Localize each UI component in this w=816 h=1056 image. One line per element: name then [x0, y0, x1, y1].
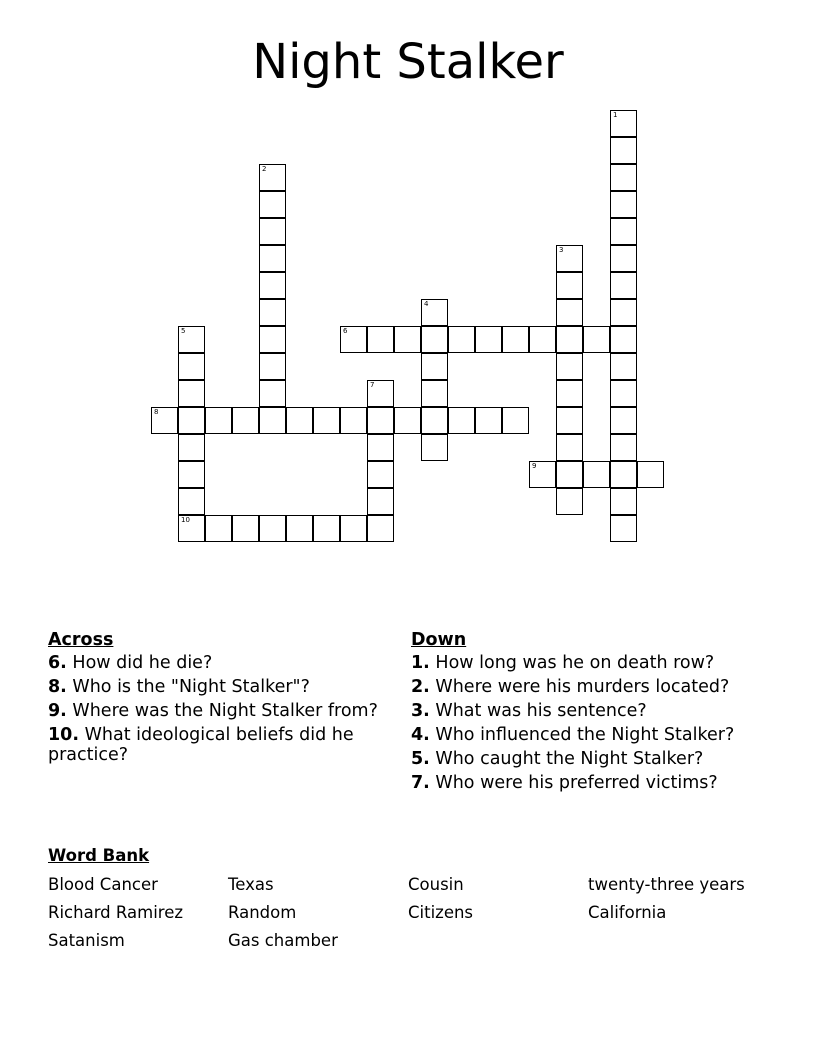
grid-cell[interactable] [529, 461, 556, 488]
grid-cell[interactable] [583, 461, 610, 488]
grid-cell[interactable] [556, 299, 583, 326]
word-bank-item: Gas chamber [228, 931, 338, 950]
clue-across-8 [48, 677, 388, 697]
cell-number: 9 [532, 462, 537, 470]
grid-cell[interactable] [610, 434, 637, 461]
clue-text: What was his sentence? [435, 701, 647, 721]
grid-cell[interactable] [313, 515, 340, 542]
grid-cell[interactable] [610, 488, 637, 515]
cell-number: 8 [154, 408, 159, 416]
grid-cell[interactable] [178, 326, 205, 353]
grid-cell[interactable] [259, 407, 286, 434]
word-bank-item: Cousin [408, 875, 464, 894]
grid-cell[interactable] [529, 326, 556, 353]
grid-cell[interactable] [259, 353, 286, 380]
clue-number: 5. [411, 749, 430, 769]
grid-cell[interactable] [448, 326, 475, 353]
grid-cell[interactable] [610, 137, 637, 164]
grid-cell[interactable] [421, 380, 448, 407]
clue-number: 9. [48, 701, 67, 721]
grid-cell[interactable] [637, 461, 664, 488]
clue-number: 10. [48, 725, 80, 745]
grid-cell[interactable] [286, 407, 313, 434]
grid-cell[interactable] [610, 461, 637, 488]
grid-cell[interactable] [259, 164, 286, 191]
grid-cell[interactable] [259, 515, 286, 542]
grid-cell[interactable] [421, 434, 448, 461]
clue-number: 6. [48, 653, 67, 673]
grid-cell[interactable] [178, 380, 205, 407]
grid-cell[interactable] [610, 110, 637, 137]
clue-down-5 [411, 749, 751, 769]
cell-number: 6 [343, 327, 348, 335]
grid-cell[interactable] [367, 461, 394, 488]
grid-cell[interactable] [475, 407, 502, 434]
grid-cell[interactable] [610, 515, 637, 542]
grid-cell[interactable] [556, 380, 583, 407]
grid-cell[interactable] [610, 272, 637, 299]
cell-number: 5 [181, 327, 186, 335]
grid-cell[interactable] [178, 488, 205, 515]
grid-cell[interactable] [556, 326, 583, 353]
grid-cell[interactable] [502, 407, 529, 434]
grid-cell[interactable] [367, 326, 394, 353]
cell-number: 7 [370, 381, 375, 389]
word-bank-item: California [588, 903, 667, 922]
grid-cell[interactable] [178, 407, 205, 434]
grid-cell[interactable] [232, 515, 259, 542]
page-title: Night Stalker [252, 34, 564, 90]
clue-text: How did he die? [72, 653, 213, 673]
grid-cell[interactable] [556, 461, 583, 488]
word-bank-heading: Word Bank [48, 846, 150, 865]
grid-cell[interactable] [610, 218, 637, 245]
grid-cell[interactable] [421, 326, 448, 353]
clue-text: Who is the "Night Stalker"? [72, 677, 310, 697]
grid-cell[interactable] [394, 326, 421, 353]
grid-cell[interactable] [259, 218, 286, 245]
cell-number: 1 [613, 111, 618, 119]
clue-down-1 [411, 653, 751, 673]
cell-number: 3 [559, 246, 564, 254]
cell-number: 2 [262, 165, 267, 173]
grid-cell[interactable] [502, 326, 529, 353]
word-bank-item: twenty-three years [588, 875, 745, 894]
grid-cell[interactable] [178, 434, 205, 461]
word-bank-item: Random [228, 903, 297, 922]
grid-cell[interactable] [610, 164, 637, 191]
word-bank-item: Blood Cancer [48, 875, 158, 894]
grid-cell[interactable] [556, 434, 583, 461]
grid-cell[interactable] [205, 515, 232, 542]
clue-across-6 [48, 653, 388, 673]
clue-text: Who influenced the Night Stalker? [435, 725, 735, 745]
clue-across-9 [48, 701, 388, 721]
grid-cell[interactable] [610, 299, 637, 326]
across-clues [48, 630, 388, 769]
grid-cell[interactable] [610, 380, 637, 407]
clue-text: How long was he on death row? [435, 653, 715, 673]
clue-number: 4. [411, 725, 430, 745]
word-bank-item: Texas [228, 875, 274, 894]
grid-cell[interactable] [556, 353, 583, 380]
clue-across-10 [48, 725, 388, 765]
clue-number: 3. [411, 701, 430, 721]
clue-text: Who were his preferred victims? [435, 773, 718, 793]
grid-cell[interactable] [151, 407, 178, 434]
grid-cell[interactable] [394, 407, 421, 434]
word-bank-item: Satanism [48, 931, 125, 950]
grid-cell[interactable] [259, 191, 286, 218]
grid-cell[interactable] [178, 461, 205, 488]
grid-cell[interactable] [367, 434, 394, 461]
grid-cell[interactable] [286, 515, 313, 542]
grid-cell[interactable] [556, 245, 583, 272]
grid-cell[interactable] [340, 407, 367, 434]
grid-cell[interactable] [610, 326, 637, 353]
grid-cell[interactable] [205, 407, 232, 434]
clue-number: 7. [411, 773, 430, 793]
grid-cell[interactable] [259, 272, 286, 299]
grid-cell[interactable] [259, 326, 286, 353]
grid-cell[interactable] [610, 245, 637, 272]
grid-cell[interactable] [556, 488, 583, 515]
grid-cell[interactable] [367, 380, 394, 407]
word-bank-item: Citizens [408, 903, 474, 922]
cell-number: 4 [424, 300, 429, 308]
grid-cell[interactable] [583, 326, 610, 353]
grid-cell[interactable] [367, 515, 394, 542]
clue-down-7 [411, 773, 751, 793]
grid-cell[interactable] [178, 515, 205, 542]
clue-down-2 [411, 677, 751, 697]
grid-cell[interactable] [340, 515, 367, 542]
grid-cell[interactable] [421, 299, 448, 326]
cell-number: 10 [181, 516, 190, 524]
grid-cell[interactable] [313, 407, 340, 434]
clue-text: Where were his murders located? [435, 677, 730, 697]
clue-number: 2. [411, 677, 430, 697]
grid-cell[interactable] [259, 299, 286, 326]
grid-cell[interactable] [367, 407, 394, 434]
clue-number: 8. [48, 677, 67, 697]
grid-cell[interactable] [556, 272, 583, 299]
clue-text: Who caught the Night Stalker? [435, 749, 704, 769]
grid-cell[interactable] [610, 191, 637, 218]
grid-cell[interactable] [610, 353, 637, 380]
grid-cell[interactable] [610, 407, 637, 434]
clue-text: What ideological beliefs did he practice? [48, 725, 354, 765]
grid-cell[interactable] [259, 245, 286, 272]
grid-cell[interactable] [475, 326, 502, 353]
grid-cell[interactable] [556, 407, 583, 434]
grid-cell[interactable] [232, 407, 259, 434]
grid-cell[interactable] [178, 353, 205, 380]
down-clues [411, 630, 751, 797]
clue-number: 1. [411, 653, 430, 673]
clue-down-3 [411, 701, 751, 721]
grid-cell[interactable] [448, 407, 475, 434]
grid-cell[interactable] [367, 488, 394, 515]
clue-text: Where was the Night Stalker from? [72, 701, 378, 721]
word-bank-item: Richard Ramirez [48, 903, 184, 922]
grid-cell[interactable] [421, 407, 448, 434]
grid-cell[interactable] [259, 380, 286, 407]
grid-cell[interactable] [340, 326, 367, 353]
grid-cell[interactable] [421, 353, 448, 380]
across-heading: Across [48, 630, 114, 650]
down-heading: Down [411, 630, 467, 650]
clue-down-4 [411, 725, 751, 745]
